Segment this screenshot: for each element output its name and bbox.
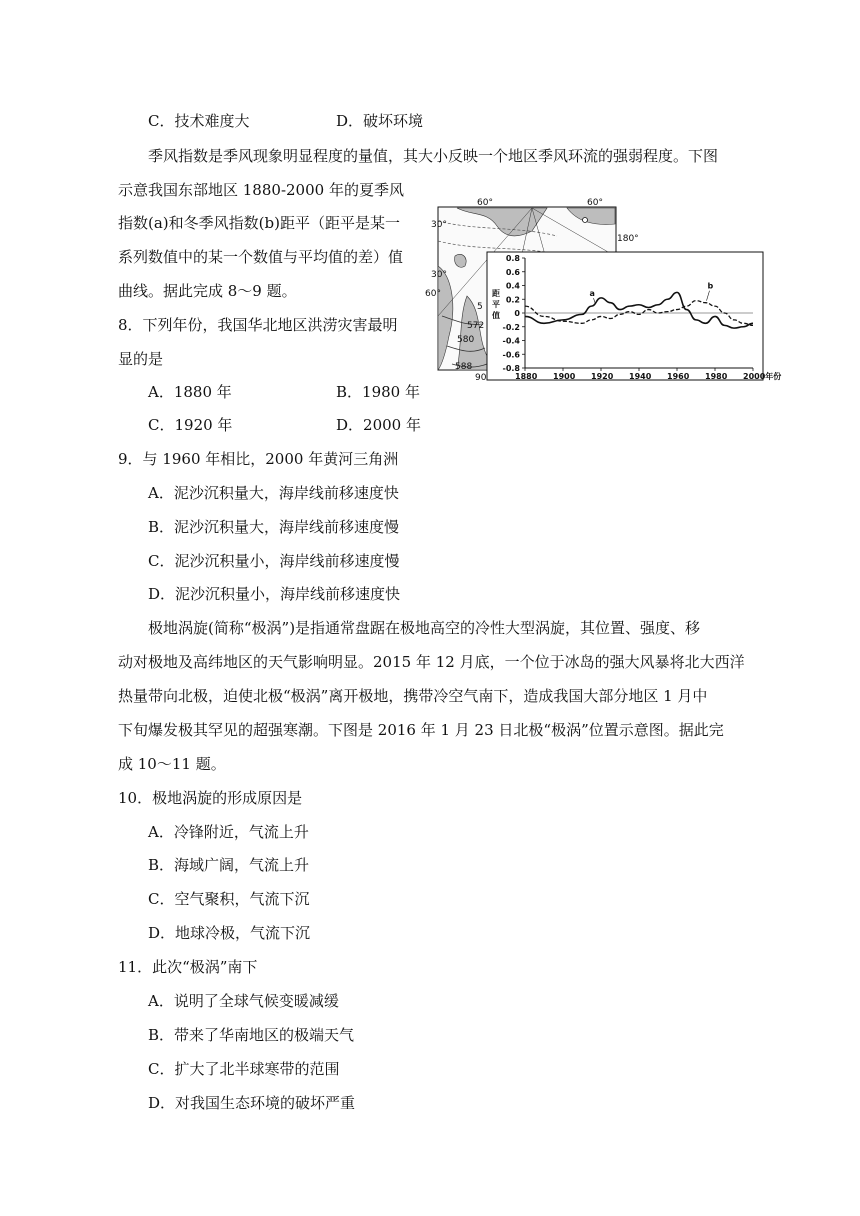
intro2-line4: 下旬爆发极其罕见的超强寒潮。下图是 2016 年 1 月 23 日北极“极涡”位置示意图。据此完 [118,721,724,739]
q11-option-d: D．对我国生态环境的破坏严重 [148,1094,356,1112]
series-label-b: b [707,281,714,291]
q9-option-b: B．泥沙沉积量大，海岸线前移速度慢 [148,518,400,536]
intro2-line5: 成 10～11 题。 [118,755,226,773]
q7-option-c: C．技术难度大 [148,112,250,130]
x-tick-label: 1920 [591,372,614,381]
y-tick-label: 0.8 [505,254,520,263]
series-label-a: a [589,289,595,299]
intro2-line1: 极地涡旋(简称“极涡”)是指通常盘踞在极地高空的冷性大型涡旋，其位置、强度、移 [148,619,701,637]
map-label: 30° [431,220,447,230]
q8-option-c: C．1920 年 [148,416,233,434]
y-tick-label: -0.8 [502,364,520,373]
q10-option-c: C．空气聚积，气流下沉 [148,890,310,908]
q11-option-a: A．说明了全球气候变暖减缓 [148,992,339,1010]
map-label: 588 [455,362,473,372]
y-tick-label: 0.6 [505,267,520,277]
q10-option-a: A．冷锋附近，气流上升 [148,823,309,841]
map-label: 580 [457,335,475,345]
chart-panel [487,252,763,380]
map-label: 5 [477,302,483,312]
map-label: 30° [431,270,447,280]
figure-map-and-chart [425,196,782,383]
x-tick-label: 1940 [629,372,652,381]
x-tick-label: 1980 [705,372,728,381]
q8-stem-line1: 8．下列年份，我国华北地区洪涝灾害最明 [118,316,398,334]
intro1-line3: 指数(a)和冬季风指数(b)距平（距平是某一 [118,214,400,232]
map-label: 60° [425,289,441,299]
map-label: 180° [617,234,639,244]
y-tick-label: -0.6 [502,350,520,360]
x-tick-label: 1880 [515,372,538,381]
q11-stem: 11．此次“极涡”南下 [118,958,258,976]
q10-option-b: B．海域广阔，气流上升 [148,856,310,874]
intro2-line3: 热量带向北极，迫使北极“极涡”离开极地，携带冷空气南下，造成我国大部分地区 1 月中 [118,687,708,705]
q9-option-a: A．泥沙沉积量大，海岸线前移速度快 [148,484,399,502]
q9-option-d: D．泥沙沉积量小，海岸线前移速度快 [148,585,401,603]
x-tick-label: 2000年份 [743,372,782,381]
q9-option-c: C．泥沙沉积量小，海岸线前移速度慢 [148,552,400,570]
y-tick-label: 0.4 [505,281,520,291]
intro1-line5: 曲线。据此完成 8～9 题。 [118,282,297,300]
map-label: 60° [587,198,603,208]
q8-option-d: D．2000 年 [336,416,421,434]
q11-option-b: B．带来了华南地区的极端天气 [148,1026,355,1044]
intro1-line4: 系列数值中的某一个数值与平均值的差）值 [118,248,404,266]
map-label: 90 [475,373,487,383]
q8-option-a: A．1880 年 [148,383,232,401]
map-label: 572 [467,321,485,331]
intro1-line1: 季风指数是季风现象明显程度的量值，其大小反映一个地区季风环流的强弱程度。下图 [148,147,719,165]
intro2-line2: 动对极地及高纬地区的天气影响明显。2015 年 12 月底，一个位于冰岛的强大风暴将北大西洋 [118,653,745,671]
q10-option-d: D．地球冷极，气流下沉 [148,924,311,942]
x-tick-label: 1900 [553,372,576,381]
y-tick-label: 0.2 [505,295,520,305]
q8-option-b: B．1980 年 [336,383,420,401]
y-axis-label: 距 平 值 [492,289,500,320]
x-tick-label: 1960 [667,372,690,381]
y-tick-label: -0.4 [502,336,520,346]
y-tick-label: 0 [514,309,520,318]
intro1-line2: 示意我国东部地区 1880-2000 年的夏季风 [118,181,404,199]
q8-stem-line2: 显的是 [118,350,164,368]
q10-stem: 10．极地涡旋的形成原因是 [118,789,303,807]
q11-option-c: C．扩大了北半球寒带的范围 [148,1060,340,1078]
q9-stem: 9．与 1960 年相比，2000 年黄河三角洲 [118,450,399,468]
y-tick-label: -0.2 [502,322,520,332]
map-label: 60° [477,198,493,208]
q7-option-d: D．破坏环境 [336,112,424,130]
